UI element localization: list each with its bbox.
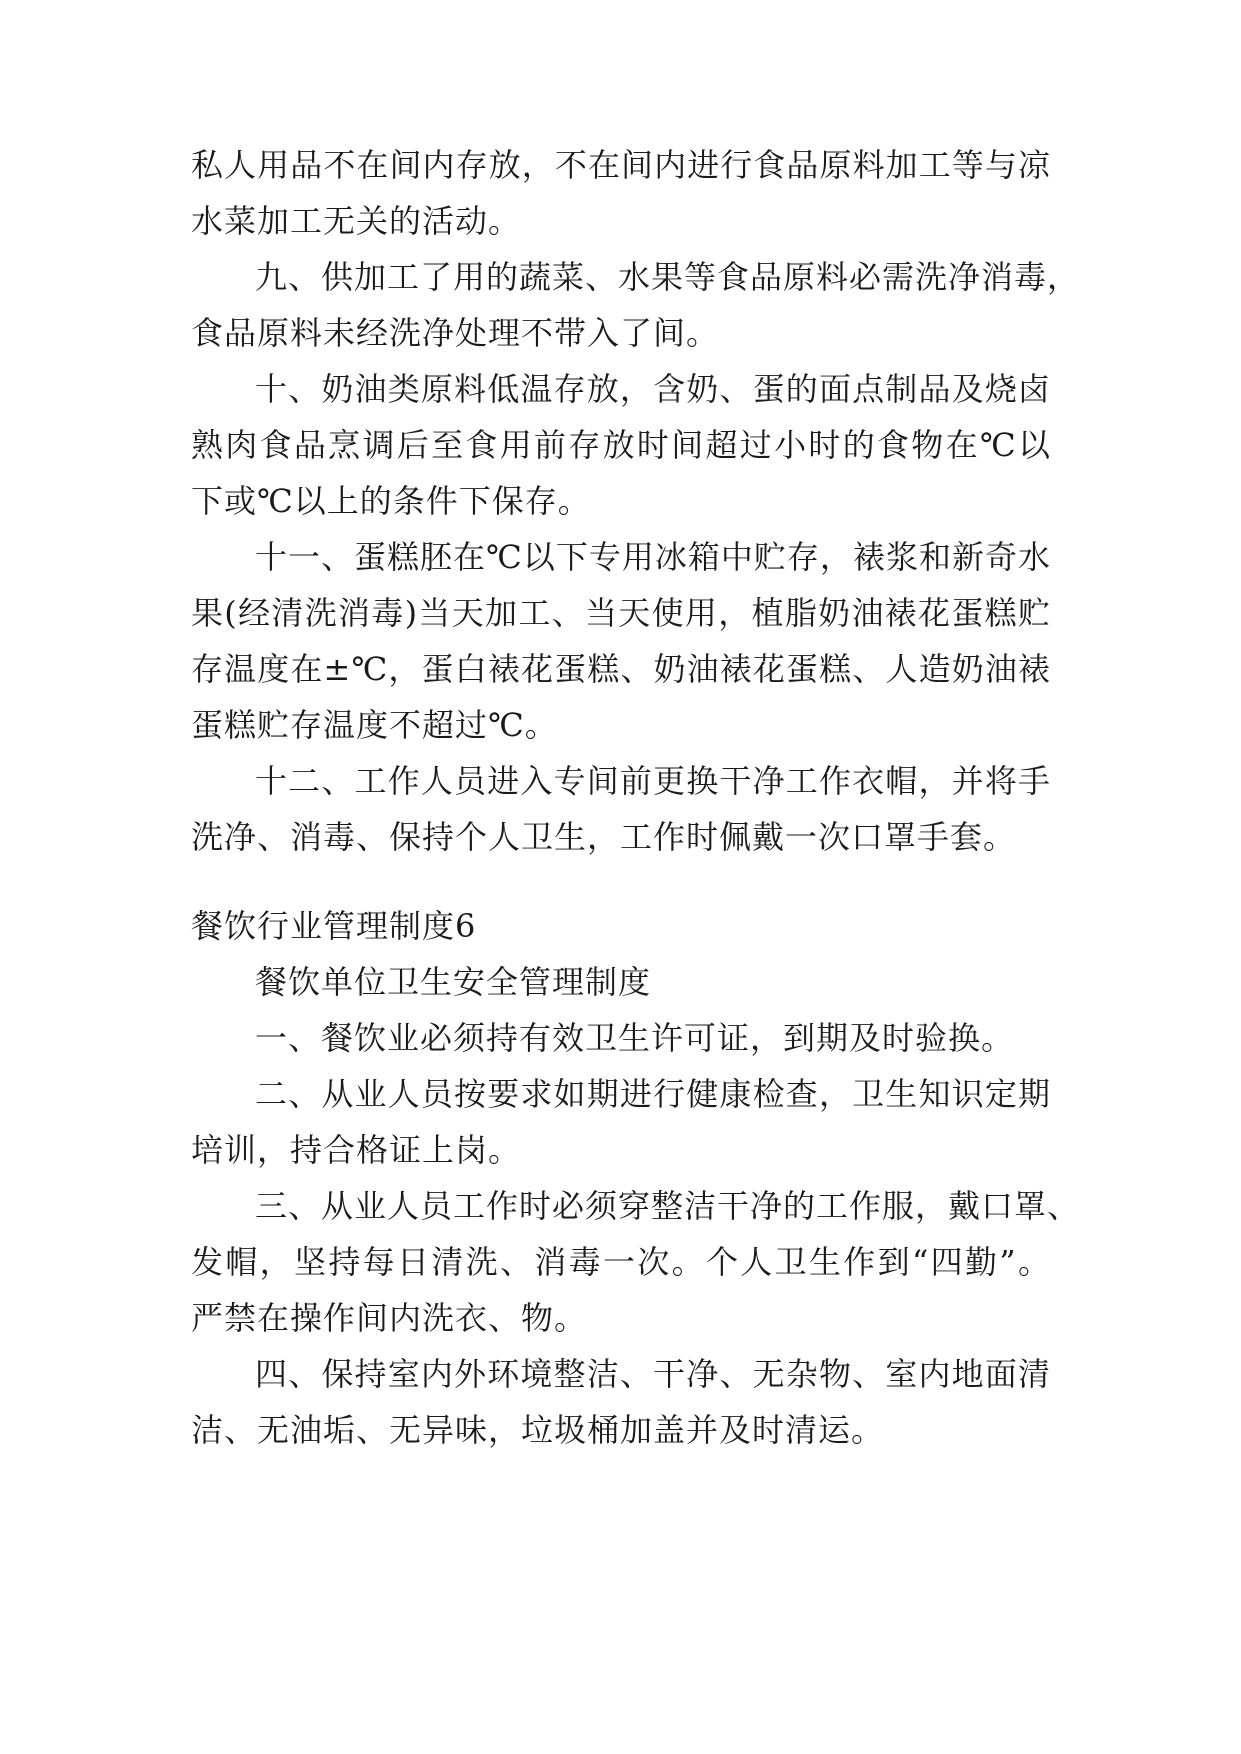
body-text-line: 三、从业人员工作时必须穿整洁干净的工作服，戴口罩、	[255, 1187, 1081, 1225]
body-text-line: 洁、无油垢、无异味，垃圾桶加盖并及时清运。	[191, 1411, 885, 1449]
body-text-line: 食品原料未经洗净处理不带入了间。	[191, 314, 720, 352]
body-text-line: 私人用品不在间内存放，不在间内进行食品原料加工等与凉	[191, 146, 1051, 184]
body-text-line: 十一、蛋糕胚在℃以下专用冰箱中贮存，裱浆和新奇水	[255, 538, 1051, 576]
body-text-line: 培训，持合格证上岗。	[191, 1131, 522, 1169]
body-text-line: 十二、工作人员进入专间前更换干净工作衣帽，并将手	[255, 762, 1051, 800]
body-text-line: 熟肉食品烹调后至食用前存放时间超过小时的食物在℃以	[191, 426, 1051, 464]
subsection-title: 餐饮单位卫生安全管理制度	[255, 963, 652, 1001]
body-text-line: 十、奶油类原料低温存放，含奶、蛋的面点制品及烧卤	[255, 370, 1051, 408]
body-text-line: 九、供加工了用的蔬菜、水果等食品原料必需洗净消毒，	[255, 258, 1081, 296]
body-text-line: 一、餐饮业必须持有效卫生许可证，到期及时验换。	[255, 1019, 1015, 1057]
body-text-line: 水菜加工无关的活动。	[191, 202, 522, 240]
body-text-line: 果(经清洗消毒)当天加工、当天使用，植脂奶油裱花蛋糕贮	[191, 594, 1051, 632]
body-text-line: 存温度在±℃，蛋白裱花蛋糕、奶油裱花蛋糕、人造奶油裱	[191, 650, 1051, 688]
body-text-line: 蛋糕贮存温度不超过℃。	[191, 706, 558, 744]
body-text-line: 严禁在操作间内洗衣、物。	[191, 1299, 588, 1337]
body-text-line: 二、从业人员按要求如期进行健康检查，卫生知识定期	[255, 1075, 1051, 1113]
body-text-line: 四、保持室内外环境整洁、干净、无杂物、室内地面清	[255, 1355, 1051, 1393]
section-heading: 餐饮行业管理制度6	[191, 907, 477, 945]
body-text-line: 发帽，坚持每日清洗、消毒一次。个人卫生作到“四勤”。	[191, 1243, 1051, 1281]
body-text-line: 下或℃以上的条件下保存。	[191, 482, 591, 520]
body-text-line: 洗净、消毒、保持个人卫生，工作时佩戴一次口罩手套。	[191, 818, 1017, 856]
